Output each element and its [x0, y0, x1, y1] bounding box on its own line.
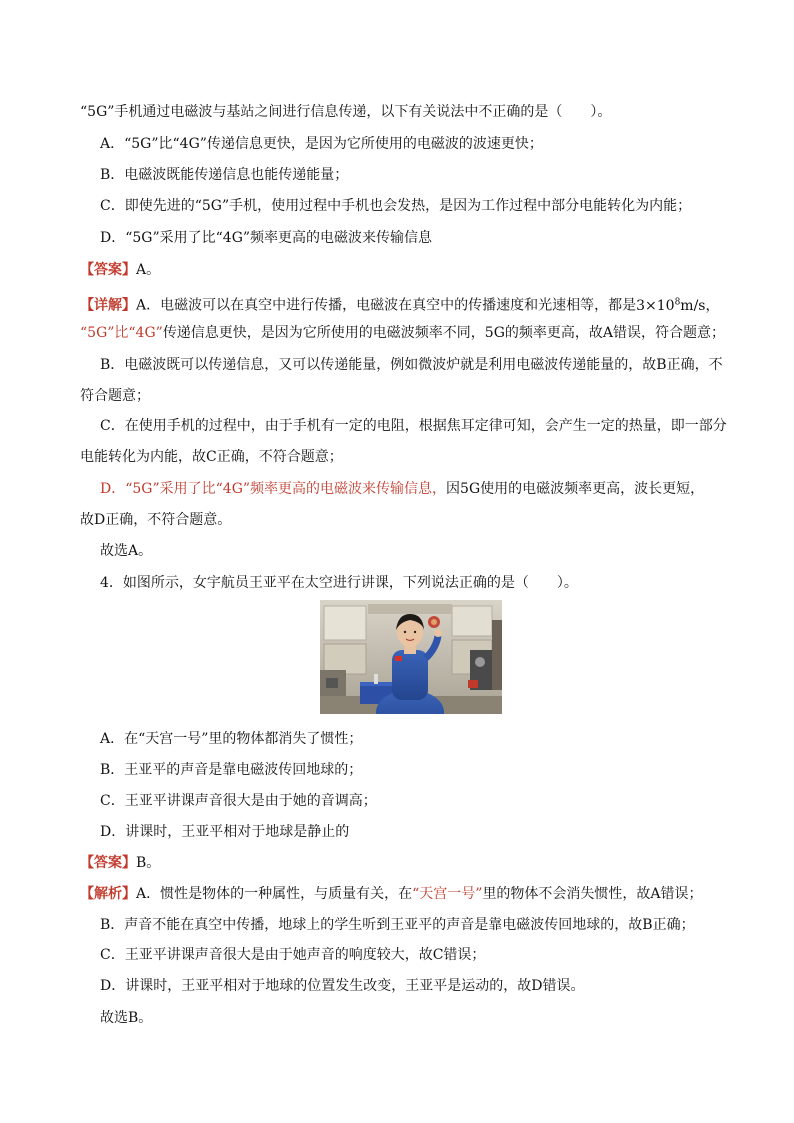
- q4-analysis-a: [80, 884, 703, 904]
- detail-a-red: “5G”比“4G”: [80, 325, 163, 341]
- detail-d-red: D．“5G”采用了比“4G”频率更高的电磁波来传输信息，: [100, 481, 447, 497]
- q3-detail-c-line1: C．在使用手机的过程中，由于手机有一定的电阻，根据焦耳定律可知，会产生一定的热量，即一部分: [100, 418, 727, 434]
- q3-conclusion: 故选A。: [100, 543, 153, 559]
- speed-value: $3\times 10^8m/s$，: [636, 297, 720, 314]
- q3-detail-b-line1: B．电磁波既可以传递信息，又可以传递能量，例如微波炉就是利用电磁波传递能量的，故B正确，不: [100, 357, 723, 373]
- analysis-tag: 【解析】: [80, 886, 136, 902]
- astronaut-photo: [320, 600, 502, 714]
- q4-analysis-c: C．王亚平讲课声音很大是由于她声音的响度较大，故C错误；: [100, 947, 486, 963]
- q4-option-b: B．王亚平的声音是靠电磁波传回地球的；: [100, 762, 363, 778]
- q3-detail-d-line1: [100, 479, 704, 499]
- q4-answer: [80, 853, 160, 873]
- q4-stem: 4．如图所示，女宇航员王亚平在太空进行讲课，下列说法正确的是（ ）。: [100, 575, 578, 591]
- q3-detail-c-line2: 电能转化为内能，故C正确，不符合题意；: [80, 449, 343, 465]
- q3-option-a: A．“5G”比“4G”传递信息更快，是因为它所使用的电磁波的波速更快；: [100, 136, 543, 152]
- analysis-a-text2: 里的物体不会消失惯性，故A错误；: [482, 886, 703, 902]
- q3-detail-a-line2: [80, 323, 725, 343]
- analysis-a-text1: A．惯性是物体的一种属性，与质量有关，在: [136, 886, 413, 902]
- detail-a-text2: 传递信息更快，是因为它所使用的电磁波频率不同，5G的频率更高，故A错误，符合题意；: [162, 325, 726, 341]
- detail-a-text: A．电磁波可以在真空中进行传播，电磁波在真空中的传播速度和光速相等，都是: [136, 297, 637, 314]
- q3-option-c: C．即使先进的“5G”手机，使用过程中手机也会发热，是因为工作过程中部分电能转化为内能；: [100, 198, 692, 214]
- q3-detail-b-line2: 符合题意；: [80, 388, 150, 404]
- q4-analysis-d: D．讲课时，王亚平相对于地球的位置发生改变，王亚平是运动的，故D错误。: [100, 978, 585, 994]
- q3-detail-d-line2: 故D正确，不符合题意。: [80, 512, 232, 528]
- answer-value: A。: [136, 262, 161, 278]
- answer-tag: 【答案】: [80, 262, 136, 278]
- q4-option-c: C．王亚平讲课声音很大是由于她的音调高；: [100, 793, 377, 809]
- detail-d-text: 因5G使用的电磁波频率更高，波长更短，: [446, 481, 705, 497]
- analysis-a-red: “天宫一号”: [412, 886, 483, 902]
- q4-analysis-b: B．声音不能在真空中传播，地球上的学生听到王亚平的声音是靠电磁波传回地球的，故B正确；: [100, 917, 695, 933]
- q3-stem: “5G”手机通过电磁波与基站之间进行信息传递，以下有关说法中不正确的是（ ）。: [80, 104, 612, 120]
- q4-option-d: D．讲课时，王亚平相对于地球是静止的: [100, 824, 350, 840]
- detail-tag: 【详解】: [80, 297, 136, 314]
- q3-detail-a-line1: [80, 292, 719, 316]
- q3-option-d: D．“5G”采用了比“4G”频率更高的电磁波来传输信息: [100, 230, 433, 246]
- answer-tag: 【答案】: [80, 855, 136, 871]
- q3-option-b: B．电磁波既能传递信息也能传递能量；: [100, 167, 349, 183]
- q4-conclusion: 故选B。: [100, 1010, 153, 1026]
- q4-option-a: A．在“天宫一号”里的物体都消失了惯性；: [100, 731, 363, 747]
- q3-answer: [80, 260, 160, 280]
- answer-value: B。: [136, 855, 161, 871]
